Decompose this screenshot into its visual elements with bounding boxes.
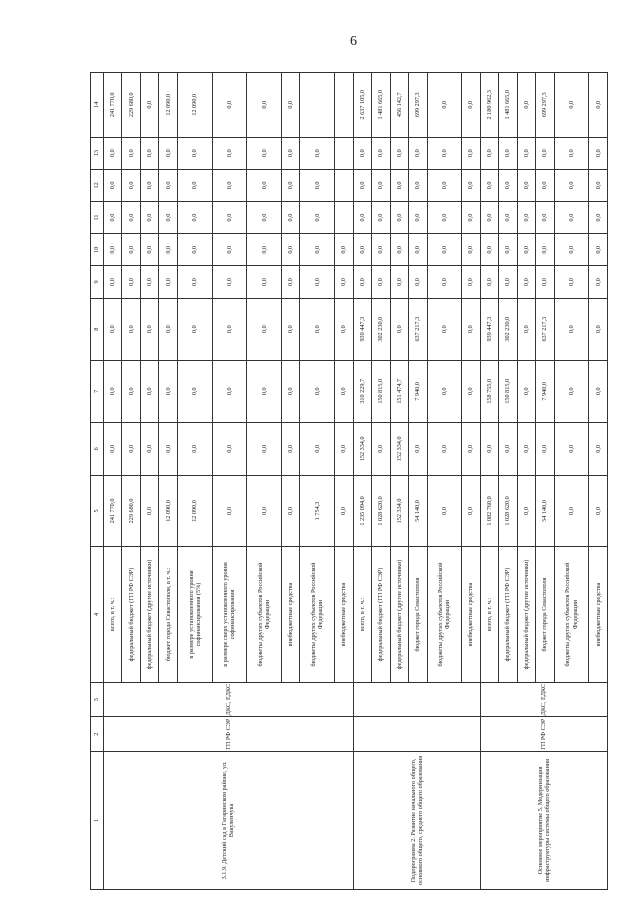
value-cell: 0,0 xyxy=(177,360,212,422)
value-cell: 150 815,0 xyxy=(499,360,517,422)
value-cell: 0,0 xyxy=(353,137,371,169)
value-cell: 0,0 xyxy=(282,360,300,422)
value-cell: 0,0 xyxy=(554,137,589,169)
value-cell: 0,0 xyxy=(353,234,371,266)
value-cell: 0,0 xyxy=(335,422,353,475)
funding-source-cell: внебюджетные средства xyxy=(335,547,353,683)
value-cell: 2 637 105,0 xyxy=(353,73,371,138)
value-cell: 0,0 xyxy=(536,137,554,169)
value-cell: 0,0 xyxy=(372,137,390,169)
executor-cell: ГП РФ СЭР xyxy=(104,717,354,752)
value-cell: 12 090,0 xyxy=(159,73,177,138)
value-cell: 0,0 xyxy=(554,422,589,475)
value-cell: 152 334,0 xyxy=(353,422,371,475)
column-number-header: 13 xyxy=(91,137,104,169)
value-cell: 939 447,3 xyxy=(480,298,498,360)
value-cell: 151 474,7 xyxy=(390,360,408,422)
value-cell: 0,0 xyxy=(300,360,335,422)
column-number-header: 3 xyxy=(91,682,104,717)
value-cell: 0,0 xyxy=(212,201,247,233)
measure-name-cell: Подпрограмма 2. Развитие начального общего, основного общего, среднего общего образования xyxy=(353,751,480,889)
value-cell: 0,0 xyxy=(589,298,608,360)
funding-source-cell: внебюджетные средства xyxy=(589,547,608,683)
value-cell: 0,0 xyxy=(177,169,212,201)
value-cell: 0,0 xyxy=(122,234,140,266)
value-cell: 0,0 xyxy=(427,201,462,233)
value-cell: 0,0 xyxy=(409,422,427,475)
value-cell: 0,0 xyxy=(372,201,390,233)
value-cell: 0,0 xyxy=(282,137,300,169)
value-cell: 0,0 xyxy=(517,169,535,201)
value-cell: 0,0 xyxy=(390,137,408,169)
funding-source-cell: бюджет города Севастополя xyxy=(409,547,427,683)
value-cell: 0,0 xyxy=(517,73,535,138)
value-cell: 0,0 xyxy=(212,234,247,266)
value-cell: 0,0 xyxy=(517,475,535,546)
value-cell: 0,0 xyxy=(427,73,462,138)
value-cell xyxy=(300,73,335,138)
value-cell: 0,0 xyxy=(122,169,140,201)
value-cell: 0,0 xyxy=(480,422,498,475)
value-cell: 0,0 xyxy=(409,169,427,201)
value-cell: 0,0 xyxy=(247,360,282,422)
value-cell: 0,0 xyxy=(554,201,589,233)
value-cell: 0,0 xyxy=(517,201,535,233)
value-cell: 0,0 xyxy=(140,234,158,266)
value-cell: 0,0 xyxy=(499,169,517,201)
value-cell: 0,0 xyxy=(554,298,589,360)
value-cell: 0,0 xyxy=(159,169,177,201)
value-cell: 0,0 xyxy=(499,422,517,475)
funding-source-cell: в размере установленного уровня софинансирования (5%) xyxy=(177,547,212,683)
value-cell: 0,0 xyxy=(427,298,462,360)
customer-cell: ДКС, ЕДКС xyxy=(480,682,607,717)
value-cell: 0,0 xyxy=(353,266,371,298)
value-cell: 0,0 xyxy=(462,298,480,360)
value-cell: 0,0 xyxy=(300,137,335,169)
funding-source-cell: всего, в т. ч.: xyxy=(353,547,371,683)
value-cell: 241 770,0 xyxy=(104,73,122,138)
value-cell xyxy=(335,137,353,169)
value-cell: 0,0 xyxy=(104,360,122,422)
value-cell: 0,0 xyxy=(177,234,212,266)
value-cell: 0,0 xyxy=(372,422,390,475)
rotated-table-container xyxy=(90,72,608,890)
value-cell: 0,0 xyxy=(554,475,589,546)
value-cell: 1 082 760,0 xyxy=(480,475,498,546)
table-row xyxy=(480,73,498,890)
value-cell: 12 090,0 xyxy=(177,73,212,138)
value-cell: 0,0 xyxy=(480,266,498,298)
value-cell: 0,0 xyxy=(427,234,462,266)
column-number-header: 2 xyxy=(91,717,104,752)
value-cell: 158 755,0 xyxy=(480,360,498,422)
measure-name-cell: 3.1.9. Детский сад в Гагаринском районе, ул. Вакуленчука xyxy=(104,751,354,889)
value-cell: 229 680,0 xyxy=(122,73,140,138)
value-cell: 0,0 xyxy=(589,360,608,422)
value-cell: 0,0 xyxy=(212,422,247,475)
value-cell xyxy=(335,169,353,201)
value-cell: 0,0 xyxy=(300,234,335,266)
value-cell: 0,0 xyxy=(159,360,177,422)
funding-source-cell: федеральный бюджет (ГП РФ СЭР) xyxy=(122,547,140,683)
column-number-header: 11 xyxy=(91,201,104,233)
value-cell: 241 770,0 xyxy=(104,475,122,546)
value-cell: 0,0 xyxy=(536,422,554,475)
funding-source-cell: федеральный бюджет (другие источники) xyxy=(517,547,535,683)
value-cell: 0,0 xyxy=(212,137,247,169)
value-cell: 0,0 xyxy=(499,266,517,298)
value-cell: 0,0 xyxy=(212,360,247,422)
value-cell: 0,0 xyxy=(462,73,480,138)
value-cell: 0,0 xyxy=(589,475,608,546)
value-cell: 150 815,0 xyxy=(372,360,390,422)
value-cell: 0,0 xyxy=(247,266,282,298)
value-cell: 0,0 xyxy=(140,266,158,298)
value-cell: 0,0 xyxy=(427,266,462,298)
value-cell: 7 940,0 xyxy=(536,360,554,422)
value-cell: 456 142,7 xyxy=(390,73,408,138)
value-cell: 0,0 xyxy=(104,266,122,298)
value-cell: 12 090,0 xyxy=(177,475,212,546)
value-cell: 0,0 xyxy=(353,201,371,233)
funding-source-cell: федеральный бюджет (другие источники) xyxy=(140,547,158,683)
value-cell: 0,0 xyxy=(390,234,408,266)
value-cell: 0,0 xyxy=(517,422,535,475)
table-body xyxy=(104,73,608,890)
value-cell: 0,0 xyxy=(554,360,589,422)
funding-source-cell: внебюджетные средства xyxy=(462,547,480,683)
value-cell: 1 754,3 xyxy=(300,475,335,546)
value-cell: 0,0 xyxy=(212,169,247,201)
value-cell: 0,0 xyxy=(122,266,140,298)
value-cell: 0,0 xyxy=(589,422,608,475)
funding-source-cell: бюджеты других субъектов Российской Федерации xyxy=(427,547,462,683)
value-cell: 0,0 xyxy=(122,137,140,169)
executor-cell xyxy=(353,717,480,752)
value-cell: 0,0 xyxy=(247,475,282,546)
value-cell: 0,0 xyxy=(427,137,462,169)
value-cell: 0,0 xyxy=(159,298,177,360)
value-cell: 0,0 xyxy=(409,234,427,266)
value-cell: 0,0 xyxy=(536,201,554,233)
value-cell xyxy=(335,201,353,233)
funding-source-cell: бюджет города Севастополя, в т. ч.: xyxy=(159,547,177,683)
value-cell: 0,0 xyxy=(335,266,353,298)
funding-source-cell: федеральный бюджет (другие источники) xyxy=(390,547,408,683)
value-cell: 0,0 xyxy=(554,169,589,201)
value-cell: 0,0 xyxy=(390,298,408,360)
value-cell: 0,0 xyxy=(300,201,335,233)
funding-source-cell: бюджеты других субъектов Российской Федерации xyxy=(554,547,589,683)
value-cell: 12 090,0 xyxy=(159,475,177,546)
value-cell: 0,0 xyxy=(282,266,300,298)
value-cell: 0,0 xyxy=(335,234,353,266)
value-cell: 0,0 xyxy=(282,169,300,201)
value-cell: 0,0 xyxy=(589,234,608,266)
value-cell: 0,0 xyxy=(589,169,608,201)
value-cell: 0,0 xyxy=(140,422,158,475)
value-cell: 0,0 xyxy=(517,137,535,169)
column-number-header: 4 xyxy=(91,547,104,683)
value-cell: 0,0 xyxy=(462,475,480,546)
value-cell: 0,0 xyxy=(247,73,282,138)
page-number: 6 xyxy=(350,34,357,49)
table-viewport xyxy=(90,72,608,890)
value-cell: 54 140,0 xyxy=(409,475,427,546)
value-cell: 0,0 xyxy=(372,266,390,298)
value-cell: 0,0 xyxy=(409,201,427,233)
value-cell: 2 180 962,3 xyxy=(480,73,498,138)
column-number-header: 10 xyxy=(91,234,104,266)
value-cell: 0,0 xyxy=(462,201,480,233)
value-cell: 0,0 xyxy=(390,201,408,233)
value-cell: 0,0 xyxy=(335,298,353,360)
value-cell: 0,0 xyxy=(212,298,247,360)
value-cell: 0,0 xyxy=(499,201,517,233)
column-number-header: 1 xyxy=(91,751,104,889)
value-cell: 0,0 xyxy=(159,266,177,298)
value-cell: 0,0 xyxy=(409,137,427,169)
value-cell: 152 334,0 xyxy=(390,475,408,546)
value-cell: 0,0 xyxy=(517,298,535,360)
value-cell: 0,0 xyxy=(517,266,535,298)
value-cell: 0,0 xyxy=(536,234,554,266)
value-cell: 0,0 xyxy=(462,422,480,475)
value-cell: 0,0 xyxy=(177,137,212,169)
value-cell: 0,0 xyxy=(177,201,212,233)
value-cell: 0,0 xyxy=(247,169,282,201)
value-cell: 1 235 094,0 xyxy=(353,475,371,546)
value-cell: 1 028 620,0 xyxy=(499,475,517,546)
value-cell: 0,0 xyxy=(554,234,589,266)
value-cell: 7 940,0 xyxy=(409,360,427,422)
value-cell: 0,0 xyxy=(300,422,335,475)
value-cell: 0,0 xyxy=(517,234,535,266)
value-cell: 0,0 xyxy=(159,234,177,266)
funding-source-cell: всего, в т. ч.: xyxy=(104,547,122,683)
value-cell: 0,0 xyxy=(104,137,122,169)
value-cell: 0,0 xyxy=(212,73,247,138)
value-cell: 0,0 xyxy=(282,73,300,138)
value-cell: 0,0 xyxy=(122,201,140,233)
value-cell: 0,0 xyxy=(390,169,408,201)
value-cell: 0,0 xyxy=(247,298,282,360)
budget-table xyxy=(90,72,608,890)
value-cell: 0,0 xyxy=(589,137,608,169)
funding-source-cell: федеральный бюджет (ГП РФ СЭР) xyxy=(372,547,390,683)
value-cell: 0,0 xyxy=(177,422,212,475)
value-cell: 0,0 xyxy=(300,266,335,298)
value-cell: 0,0 xyxy=(427,475,462,546)
value-cell: 0,0 xyxy=(480,234,498,266)
executor-cell: ГП РФ СЭР xyxy=(480,717,607,752)
value-cell: 0,0 xyxy=(282,201,300,233)
value-cell: 0,0 xyxy=(409,266,427,298)
value-cell: 0,0 xyxy=(140,360,158,422)
value-cell: 54 140,0 xyxy=(536,475,554,546)
funding-source-cell: бюджеты других субъектов Российской Федерации xyxy=(300,547,335,683)
value-cell: 0,0 xyxy=(140,475,158,546)
value-cell: 0,0 xyxy=(499,234,517,266)
value-cell: 1 481 665,0 xyxy=(372,73,390,138)
value-cell: 0,0 xyxy=(212,266,247,298)
value-cell: 302 230,0 xyxy=(372,298,390,360)
value-cell: 0,0 xyxy=(177,266,212,298)
value-cell: 0,0 xyxy=(177,298,212,360)
funding-source-cell: внебюджетные средства xyxy=(282,547,300,683)
value-cell: 0,0 xyxy=(462,169,480,201)
value-cell: 152 334,0 xyxy=(390,422,408,475)
value-cell: 0,0 xyxy=(282,475,300,546)
value-cell: 0,0 xyxy=(140,298,158,360)
value-cell: 0,0 xyxy=(462,137,480,169)
column-number-header: 5 xyxy=(91,475,104,546)
value-cell: 0,0 xyxy=(104,201,122,233)
column-number-header: 8 xyxy=(91,298,104,360)
value-cell: 0,0 xyxy=(427,422,462,475)
value-cell: 0,0 xyxy=(104,422,122,475)
customer-cell: ДКС, ЕДКС xyxy=(104,682,354,717)
value-cell: 0,0 xyxy=(480,169,498,201)
funding-source-cell: бюджеты других субъектов Российской Федерации xyxy=(247,547,282,683)
value-cell: 0,0 xyxy=(480,137,498,169)
value-cell: 637 217,3 xyxy=(409,298,427,360)
value-cell: 0,0 xyxy=(335,360,353,422)
value-cell: 0,0 xyxy=(212,475,247,546)
value-cell: 0,0 xyxy=(462,360,480,422)
column-number-header: 12 xyxy=(91,169,104,201)
value-cell: 0,0 xyxy=(247,201,282,233)
funding-source-cell: федеральный бюджет (ГП РФ СЭР) xyxy=(499,547,517,683)
value-cell: 229 680,0 xyxy=(122,475,140,546)
column-number-header: 7 xyxy=(91,360,104,422)
value-cell: 0,0 xyxy=(462,266,480,298)
funding-source-cell: в размере сверх установленного уровня софинансирования xyxy=(212,547,247,683)
customer-cell xyxy=(353,682,480,717)
value-cell: 0,0 xyxy=(335,475,353,546)
value-cell xyxy=(335,73,353,138)
value-cell: 0,0 xyxy=(353,169,371,201)
value-cell: 0,0 xyxy=(140,73,158,138)
value-cell: 0,0 xyxy=(140,137,158,169)
value-cell: 0,0 xyxy=(372,169,390,201)
column-number-header: 9 xyxy=(91,266,104,298)
value-cell: 699 297,3 xyxy=(409,73,427,138)
table-row xyxy=(104,73,122,890)
value-cell: 0,0 xyxy=(554,73,589,138)
value-cell: 637 217,3 xyxy=(536,298,554,360)
value-cell: 0,0 xyxy=(300,169,335,201)
value-cell: 0,0 xyxy=(517,360,535,422)
value-cell: 0,0 xyxy=(427,169,462,201)
value-cell: 0,0 xyxy=(247,137,282,169)
column-number-header: 14 xyxy=(91,73,104,138)
value-cell: 0,0 xyxy=(499,137,517,169)
value-cell: 0,0 xyxy=(140,169,158,201)
value-cell: 0,0 xyxy=(159,422,177,475)
funding-source-cell: бюджет города Севастополя xyxy=(536,547,554,683)
value-cell: 0,0 xyxy=(122,298,140,360)
value-cell: 0,0 xyxy=(589,201,608,233)
value-cell: 0,0 xyxy=(589,266,608,298)
value-cell: 1 028 620,0 xyxy=(372,475,390,546)
value-cell: 0,0 xyxy=(140,201,158,233)
value-cell: 0,0 xyxy=(247,422,282,475)
table-row xyxy=(353,73,371,890)
value-cell: 0,0 xyxy=(536,169,554,201)
column-number-row xyxy=(91,73,104,890)
value-cell: 0,0 xyxy=(282,298,300,360)
value-cell: 0,0 xyxy=(282,234,300,266)
value-cell: 302 230,0 xyxy=(499,298,517,360)
value-cell: 0,0 xyxy=(104,234,122,266)
value-cell: 0,0 xyxy=(462,234,480,266)
value-cell: 699 297,3 xyxy=(536,73,554,138)
value-cell: 0,0 xyxy=(122,422,140,475)
value-cell: 0,0 xyxy=(122,360,140,422)
column-number-header: 6 xyxy=(91,422,104,475)
value-cell: 0,0 xyxy=(159,201,177,233)
value-cell: 0,0 xyxy=(282,422,300,475)
value-cell: 1 481 665,0 xyxy=(499,73,517,138)
value-cell: 0,0 xyxy=(390,266,408,298)
value-cell: 0,0 xyxy=(372,234,390,266)
funding-source-cell: всего, в т. ч.: xyxy=(480,547,498,683)
measure-name-cell: Основное мероприятие 5. Модернизация инфраструктуры системы общего образования xyxy=(480,751,607,889)
value-cell: 939 447,3 xyxy=(353,298,371,360)
value-cell: 0,0 xyxy=(536,266,554,298)
value-cell: 0,0 xyxy=(247,234,282,266)
value-cell: 0,0 xyxy=(427,360,462,422)
value-cell: 0,0 xyxy=(589,73,608,138)
value-cell: 0,0 xyxy=(480,201,498,233)
value-cell: 0,0 xyxy=(104,298,122,360)
value-cell: 0,0 xyxy=(104,169,122,201)
value-cell: 0,0 xyxy=(300,298,335,360)
value-cell: 0,0 xyxy=(554,266,589,298)
value-cell: 0,0 xyxy=(159,137,177,169)
value-cell: 310 229,7 xyxy=(353,360,371,422)
